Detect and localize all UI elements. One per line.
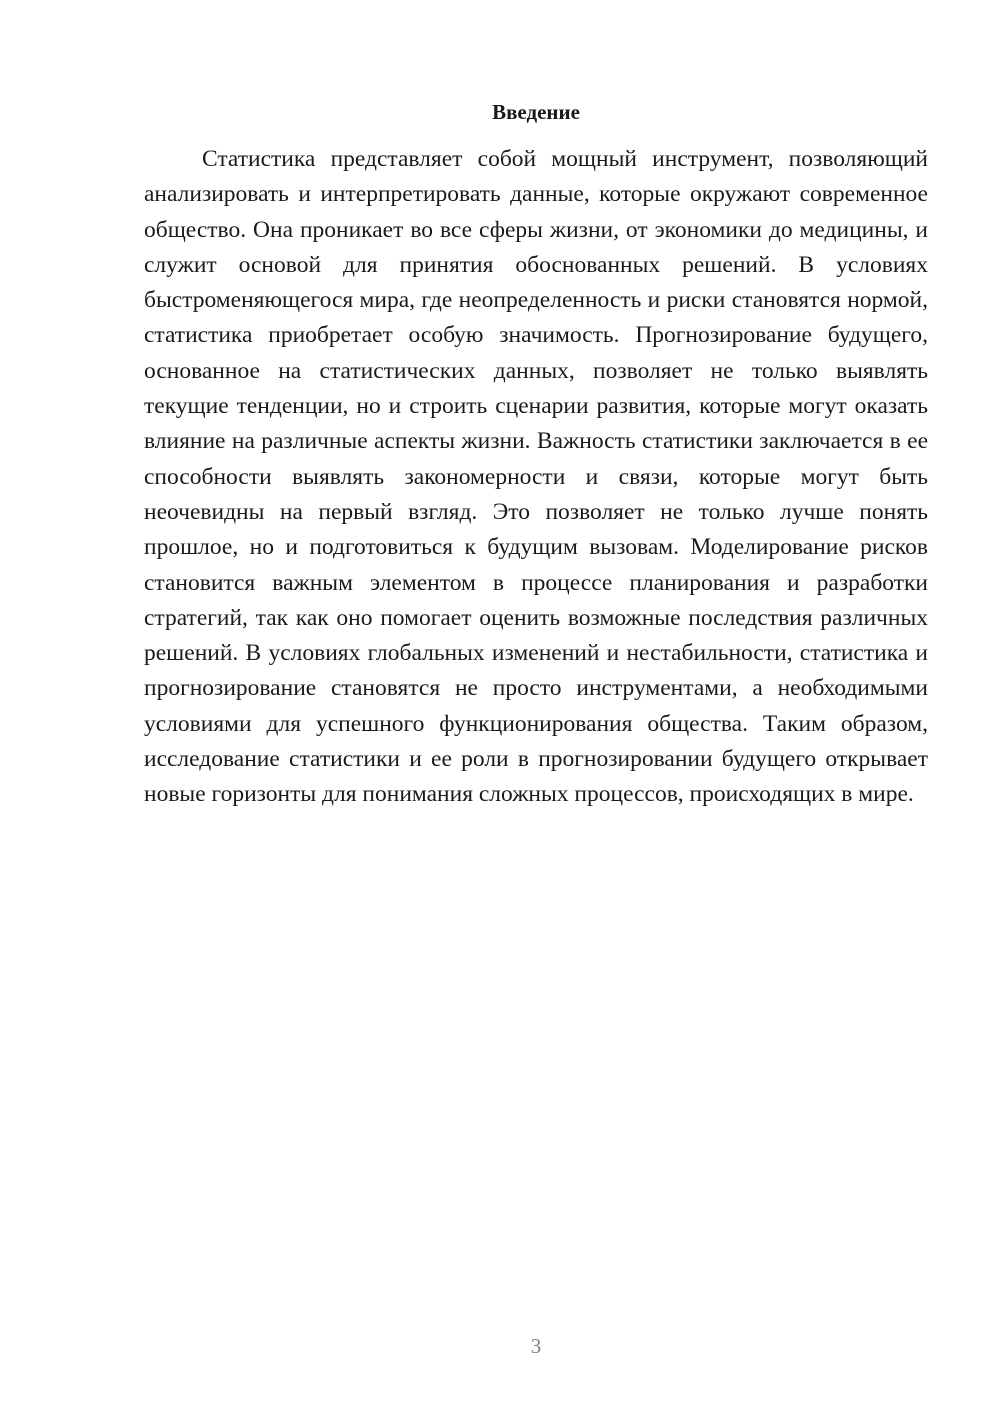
body-paragraph: Статистика представляет собой мощный инструмент, позволяющий анализировать и интерпретировать данные, которые окружают современное общество. Она проникает во все сферы жизни, от экономики до медицины, и служит основой для принятия обоснованных решений. В условиях быстроменяющегося мира, где неопределенность и риски становятся нормой, статистика приобретает особую значимость. Прогнозирование будущего, основанное на статистических данных, позволяет не только выявлять текущие тенденции, но и строить сценарии развития, которые могут оказать влияние на различные аспекты жизни. Важность статистики заключается в ее способности выявлять закономерности и связи, которые могут быть неочевидны на первый взгляд. Это позволяет не только лучше понять прошлое, но и подготовиться к будущим вызовам. Моделирование рисков становится важным элементом в процессе планирования и разработки стратегий, так как оно помогает оценить возможные последствия различных решений. В условиях глобальных изменений и нестабильности, статистика и прогнозирование становятся не просто инструментами, а необходимыми условиями для успешного функционирования общества. Таким образом, исследование статистики и ее роли в прогнозировании будущего открывает новые горизонты для понимания сложных процессов, происходящих в мире. [144, 146, 928, 808]
section-heading: Введение [492, 100, 580, 124]
page-number: 3 [530, 1334, 542, 1358]
